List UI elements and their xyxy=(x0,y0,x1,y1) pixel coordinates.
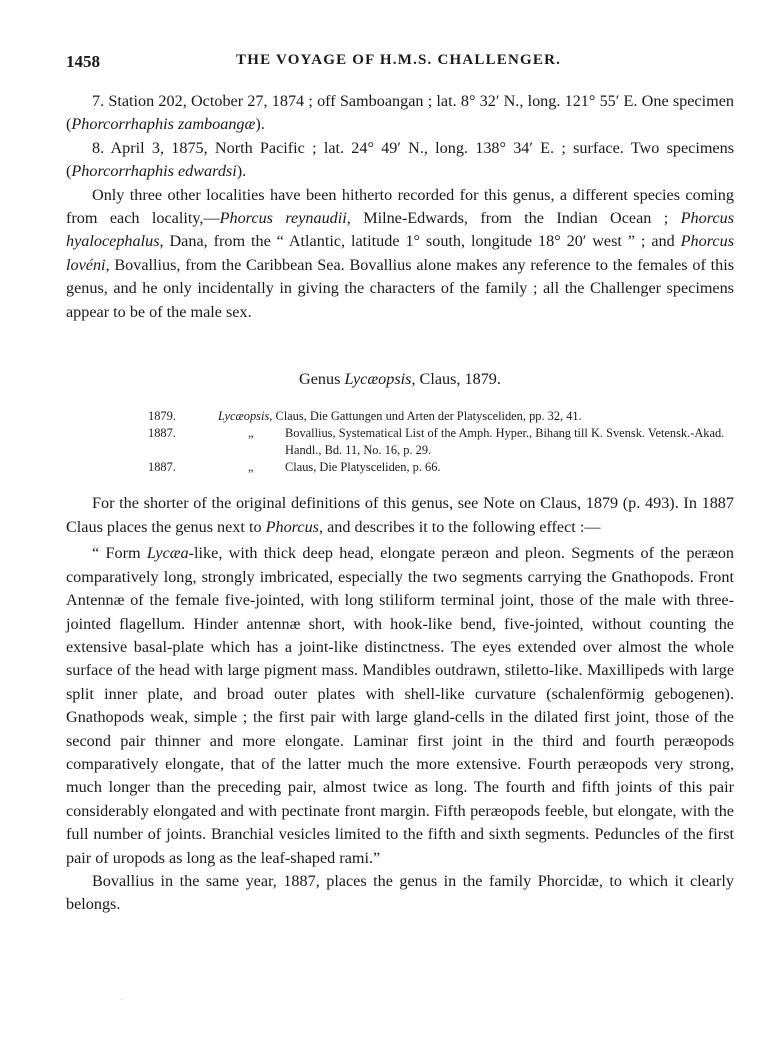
species-name: Phorcus lovéni xyxy=(66,232,734,274)
running-title: THE VOYAGE OF H.M.S. CHALLENGER. xyxy=(236,52,562,68)
species-name: Phorcorrhaphis zamboangæ xyxy=(71,115,256,134)
page-number: 1458 xyxy=(66,52,100,71)
species-name: Phorcorrhaphis edwardsi xyxy=(71,162,237,181)
genus-name: Lycæa xyxy=(146,544,189,563)
ditto-mark: „ xyxy=(248,426,254,441)
genus-name: Lycæopsis xyxy=(344,370,412,389)
page-header xyxy=(66,52,716,76)
synonymy-entry: 1887. „ Claus, Die Platysceliden, p. 66. xyxy=(148,460,441,475)
genus-heading: Genus Lycæopsis, Claus, 1879. xyxy=(299,370,501,389)
synonymy-list xyxy=(148,408,734,476)
localities-paragraph: Only three other localities have been hitherto recorded for this genus, a different species coming from each locality,—Phorcus reynaudii, Milne-Edwards, from the Indian Ocean ; Phorcus hyalocephalus, Dana, from the “ Atlantic, latitude 1° south, longitude 18° 20′ west ” ; and Phorcus lovéni, Bovallius, from the Caribbean Sea. Bovallius alone makes any reference to the females of this genus, and he only incidentally in giving the characters of the family ; all the Challenger specimens appear to be of the male sex. xyxy=(66,185,734,321)
body-text xyxy=(66,90,734,917)
record-paragraph: 7. Station 202, October 27, 1874 ; off Samboangan ; lat. 8° 32′ N., long. 121° 55′ E. One specimen (Phorcorrhaphis zamboangæ). xyxy=(66,92,734,134)
species-name: Phorcus hyalocephalus xyxy=(66,209,734,251)
synonymy-entry: 1879. Lycæopsis, Claus, Die Gattungen und Arten der Platysceliden, pp. 32, 41. xyxy=(148,409,582,424)
closing-paragraph: Bovallius in the same year, 1887, places the genus in the family Phorcidæ, to which it clearly belongs. xyxy=(66,871,734,914)
genus-name: Lycæopsis xyxy=(218,409,270,424)
scan-speck: · xyxy=(120,995,124,1006)
synonymy-entry: 1887. „ Bovallius, Systematical List of the Amph. Hyper., Bihang till K. Svensk. Vetensk.-Akad. Handl., Bd. 11, No. 16, p. 29. xyxy=(148,426,725,458)
record-paragraph: 8. April 3, 1875, North Pacific ; lat. 24° 49′ N., long. 138° 34′ E. ; surface. Two specimens (Phorcorrhaphis edwardsi). xyxy=(66,138,734,181)
genus-name: Phorcus xyxy=(265,517,319,536)
quoted-definition: “ Form Lycæa-like, with thick deep head, elongate peræon and pleon. Segments of the peræon comparatively long, strongly imbricated, especially the two segments carrying the Gnathopods. Front Antennæ of the female five-jointed, with long stiliform terminal joint, those of the male with three-jointed flagellum. Hinder antennæ short, with hook-like bend, five-jointed, without counting the extensive basal-plate which has a joint-like distinctness. The eyes extended over almost the whole surface of the head with large pigment mass. Mandibles outdrawn, stiletto-like. Maxillipeds with large split inner plate, and broad outer plates with shell-like curvature (schalenförmig gebogenen). Gnathopods weak, simple ; the first pair with large gland-cells in the dilated first joint, those of the second pair thinner and more elongate. Laminar first joint in the third and fourth peræopods comparatively elongate, that of the latter much the more extensive. Fourth peræopods very strong, much longer than the preceding pair, almost twice as long. The fourth and fifth joints of this pair considerably elongated and with pectinate front margin. Fifth peræopods feeble, but elongate, with the full number of joints. Branchial vesicles limited to the fifth and sixth segments. Peduncles of the first pair of uropods as long as the leaf-shaped rami.” xyxy=(66,544,735,867)
ditto-mark: „ xyxy=(248,460,254,475)
species-name: Phorcus reynaudii xyxy=(219,209,347,228)
definition-paragraph: For the shorter of the original definitions of this genus, see Note on Claus, 1879 (p. 493). In 1887 Claus places the genus next to Phorcus, and describes it to the following effect :— xyxy=(66,494,734,536)
